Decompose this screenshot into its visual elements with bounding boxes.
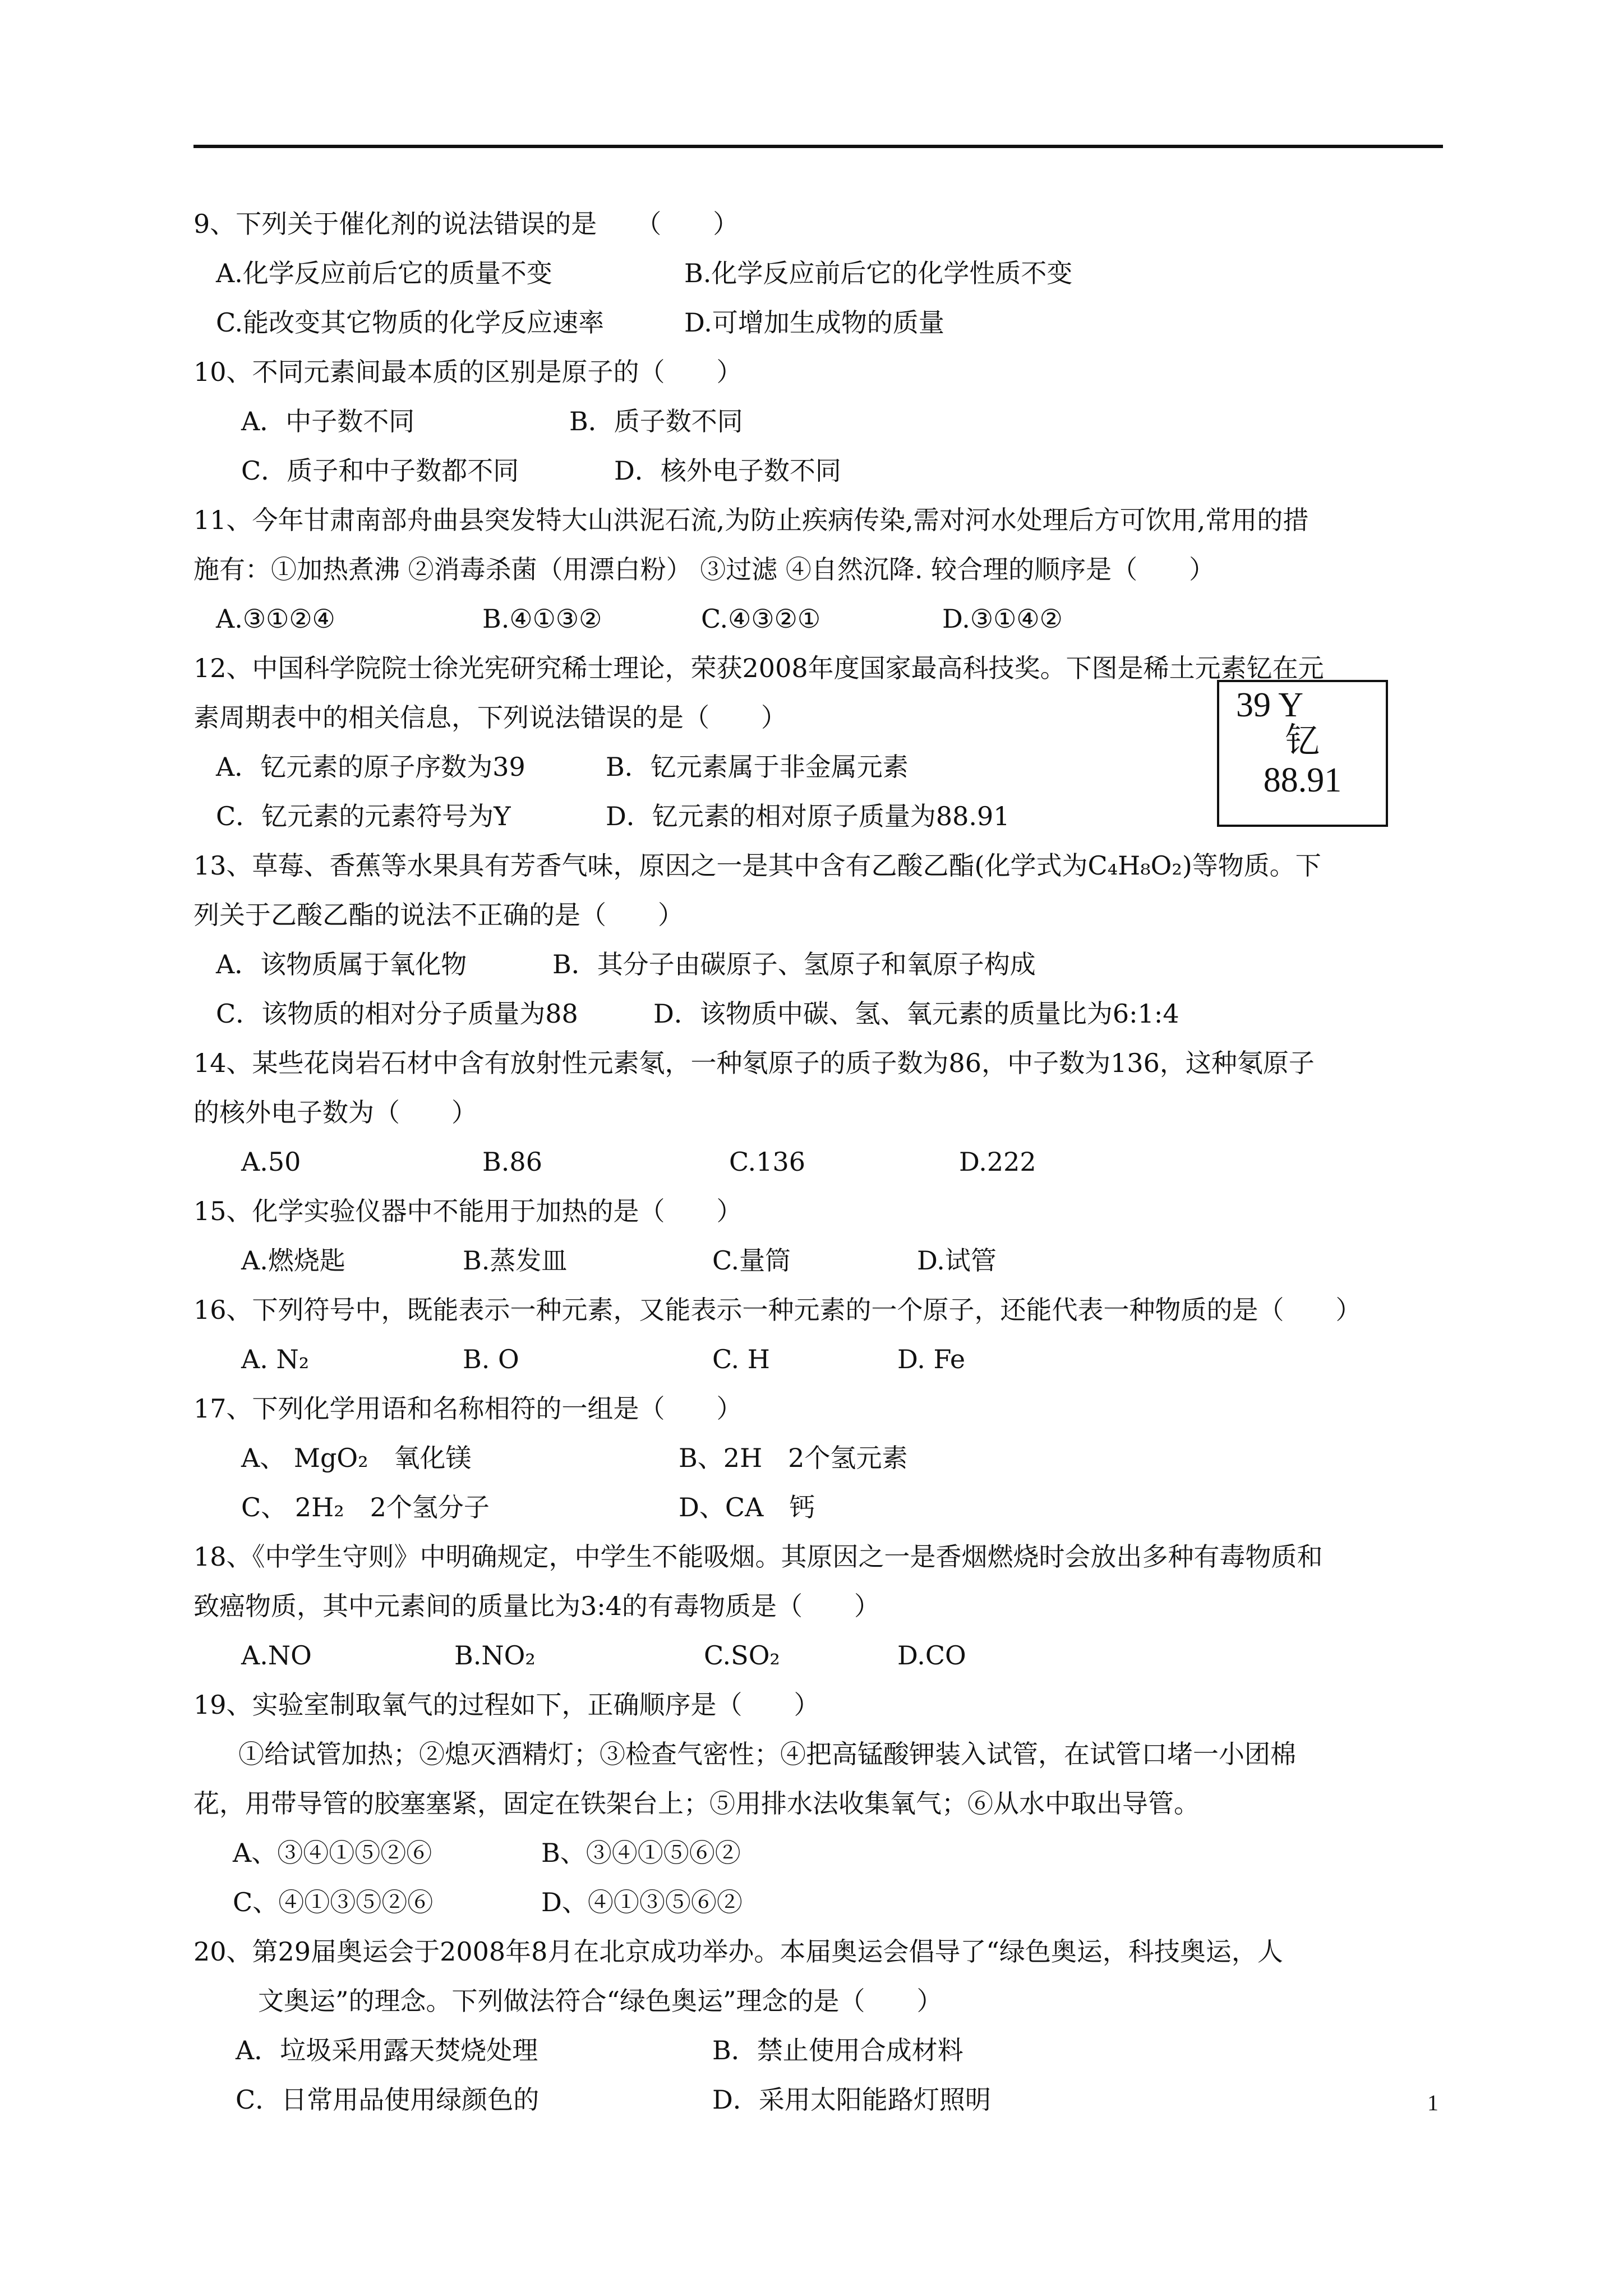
question-10-options-row-1 [193, 397, 1450, 446]
question-20-stem-line-2: 文奥运”的理念。下列做法符合“绿色奥运”理念的是（ ） [258, 1986, 943, 2016]
question-20-stem-line-1: 20、第29届奥运会于2008年8月在北京成功举办。本届奥运会倡导了“绿色奥运，科技奥运，人 [193, 1936, 1283, 1967]
option-b: B．质子数不同 [569, 406, 743, 436]
question-13-options-row-1 [193, 940, 1450, 989]
question-20-options-row-2 [193, 2075, 1450, 2124]
option-b: B、2H 2个氢元素 [679, 1443, 908, 1473]
question-14-stem-line-1: 14、某些花岗岩石材中含有放射性元素氡，一种氡原子的质子数为86，中子数为136，这种氡原子 [193, 1048, 1315, 1078]
option-d: D．钇元素的相对原子质量为88.91 [606, 801, 1010, 831]
element-name: 钇 [1285, 722, 1320, 760]
option-d: D.222 [959, 1147, 1036, 1177]
question-11-options-row-1 [193, 594, 1450, 643]
element-mass: 88.91 [1263, 761, 1342, 799]
option-d: D．该物质中碳、氢、氧元素的质量比为6:1:4 [653, 999, 1179, 1029]
option-c: C．该物质的相对分子质量为88 [216, 999, 578, 1029]
option-b: B.蒸发皿 [463, 1245, 568, 1276]
question-15-options-row-1 [193, 1236, 1450, 1285]
question-11-stem-line-2: 施有：①加热煮沸 ②消毒杀菌（用漂白粉） ③过滤 ④自然沉降. 较合理的顺序是（ ） [193, 554, 1215, 585]
option-d: D.可增加生成物的质量 [684, 307, 944, 338]
header-rule [193, 145, 1443, 148]
question-19-stem-line-3: 花，用带导管的胶塞塞紧，固定在铁架台上；⑤用排水法收集氧气；⑥从水中取出导管。 [193, 1788, 1200, 1819]
option-c: C.量筒 [712, 1245, 791, 1276]
question-19-options-row-1 [193, 1828, 1450, 1878]
option-b: B. O [463, 1344, 519, 1374]
element-card-yttrium [1217, 680, 1388, 827]
option-a: A、 MgO₂ 氧化镁 [241, 1443, 472, 1473]
option-d: D.试管 [917, 1245, 997, 1276]
question-10-stem: 10、不同元素间最本质的区别是原子的（ ） [193, 357, 743, 387]
option-c: C．日常用品使用绿颜色的 [236, 2085, 540, 2115]
question-16-stem: 16、下列符号中，既能表示一种元素，又能表示一种元素的一个原子，还能代表一种物质的是（ ） [193, 1295, 1362, 1325]
option-b: B.86 [482, 1147, 542, 1177]
question-list [193, 199, 1450, 2124]
option-c: C. H [712, 1344, 770, 1374]
option-a: A、③④①⑤②⑥ [233, 1838, 432, 1868]
option-a: A. N₂ [241, 1344, 310, 1374]
option-d: D.CO [897, 1640, 966, 1671]
option-a: A.燃烧匙 [241, 1245, 345, 1276]
question-13-options-row-2 [193, 989, 1450, 1038]
option-c: C.④③②① [701, 604, 821, 634]
question-16-options-row-1 [193, 1335, 1450, 1384]
question-18-stem-line-2: 致癌物质，其中元素间的质量比为3:4的有毒物质是（ ） [193, 1591, 880, 1621]
element-number-symbol: 39 Y [1236, 686, 1303, 724]
option-a: A.50 [241, 1147, 301, 1177]
option-c: C.SO₂ [704, 1640, 780, 1671]
question-11-stem-line-1: 11、今年甘肃南部舟曲县突发特大山洪泥石流,为防止疾病传染,需对河水处理后方可饮用,常用的措 [193, 505, 1309, 535]
option-a: A.③①②④ [216, 604, 335, 634]
option-b: B.化学反应前后它的化学性质不变 [684, 258, 1073, 288]
option-d: D. Fe [897, 1344, 966, 1374]
option-a: A．中子数不同 [241, 406, 415, 436]
page-number: 1 [1427, 2090, 1438, 2115]
question-17-options-row-2 [193, 1483, 1450, 1532]
question-12-stem-line-2: 素周期表中的相关信息，下列说法错误的是（ ） [193, 702, 787, 733]
question-9-options-row-2 [193, 298, 1450, 347]
question-17-options-row-1 [193, 1433, 1450, 1483]
option-a: A．垃圾采用露天焚烧处理 [236, 2035, 538, 2065]
question-13-stem-line-2: 列关于乙酸乙酯的说法不正确的是（ ） [193, 900, 684, 930]
question-17-stem: 17、下列化学用语和名称相符的一组是（ ） [193, 1393, 743, 1424]
question-9-options-row-1 [193, 249, 1450, 298]
question-20-options-row-1 [193, 2026, 1450, 2075]
question-19-options-row-2 [193, 1878, 1450, 1927]
option-b: B、③④①⑤⑥② [541, 1838, 741, 1868]
question-15-stem: 15、化学实验仪器中不能用于加热的是（ ） [193, 1196, 743, 1226]
option-c: C、④①③⑤②⑥ [233, 1887, 434, 1917]
option-a: A．该物质属于氧化物 [216, 949, 467, 979]
question-19-stem-line-1: 19、实验室制取氧气的过程如下，正确顺序是（ ） [193, 1690, 820, 1720]
question-14-options-row-1 [193, 1137, 1450, 1186]
option-b: B．其分子由碳原子、氢原子和氧原子构成 [552, 949, 1036, 979]
option-a: A．钇元素的原子序数为39 [216, 752, 525, 782]
question-10-options-row-2 [193, 446, 1450, 495]
question-14-stem-line-2: 的核外电子数为（ ） [193, 1097, 477, 1128]
option-d: D.③①④② [942, 604, 1063, 634]
question-12-stem-line-1: 12、中国科学院院士徐光宪研究稀士理论，荣获2008年度国家最高科技奖。下图是稀土元素钇在元 [193, 653, 1324, 683]
question-9-stem: 9、下列关于催化剂的说法错误的是 （ ） [193, 209, 739, 239]
option-c: C.能改变其它物质的化学反应速率 [216, 307, 605, 338]
option-b: B.NO₂ [454, 1640, 536, 1671]
option-a: A.化学反应前后它的质量不变 [216, 258, 552, 288]
question-18-options-row-1 [193, 1631, 1450, 1680]
question-13-stem-line-1: 13、草莓、香蕉等水果具有芳香气味，原因之一是其中含有乙酸乙酯(化学式为C₄H₈O₂)等物质。下 [193, 850, 1321, 881]
option-d: D、CA 钙 [679, 1492, 815, 1522]
option-b: B．钇元素属于非金属元素 [606, 752, 909, 782]
option-d: D．核外电子数不同 [614, 455, 841, 486]
question-19-stem-line-2: ①给试管加热；②熄灭酒精灯；③检查气密性；④把高锰酸钾装入试管，在试管口堵一小团棉 [238, 1739, 1296, 1769]
option-b: B.④①③② [482, 604, 602, 634]
option-c: C.136 [729, 1147, 805, 1177]
option-c: C．质子和中子数都不同 [241, 455, 519, 486]
option-b: B．禁止使用合成材料 [712, 2035, 963, 2065]
option-c: C．钇元素的元素符号为Y [216, 801, 511, 831]
option-d: D．采用太阳能路灯照明 [712, 2085, 991, 2115]
question-18-stem-line-1: 18、《中学生守则》中明确规定，中学生不能吸烟。其原因之一是香烟燃烧时会放出多种有毒物质和 [193, 1542, 1323, 1572]
option-d: D、④①③⑤⑥② [541, 1887, 743, 1917]
option-a: A.NO [241, 1640, 312, 1671]
option-c: C、 2H₂ 2个氢分子 [241, 1492, 490, 1522]
